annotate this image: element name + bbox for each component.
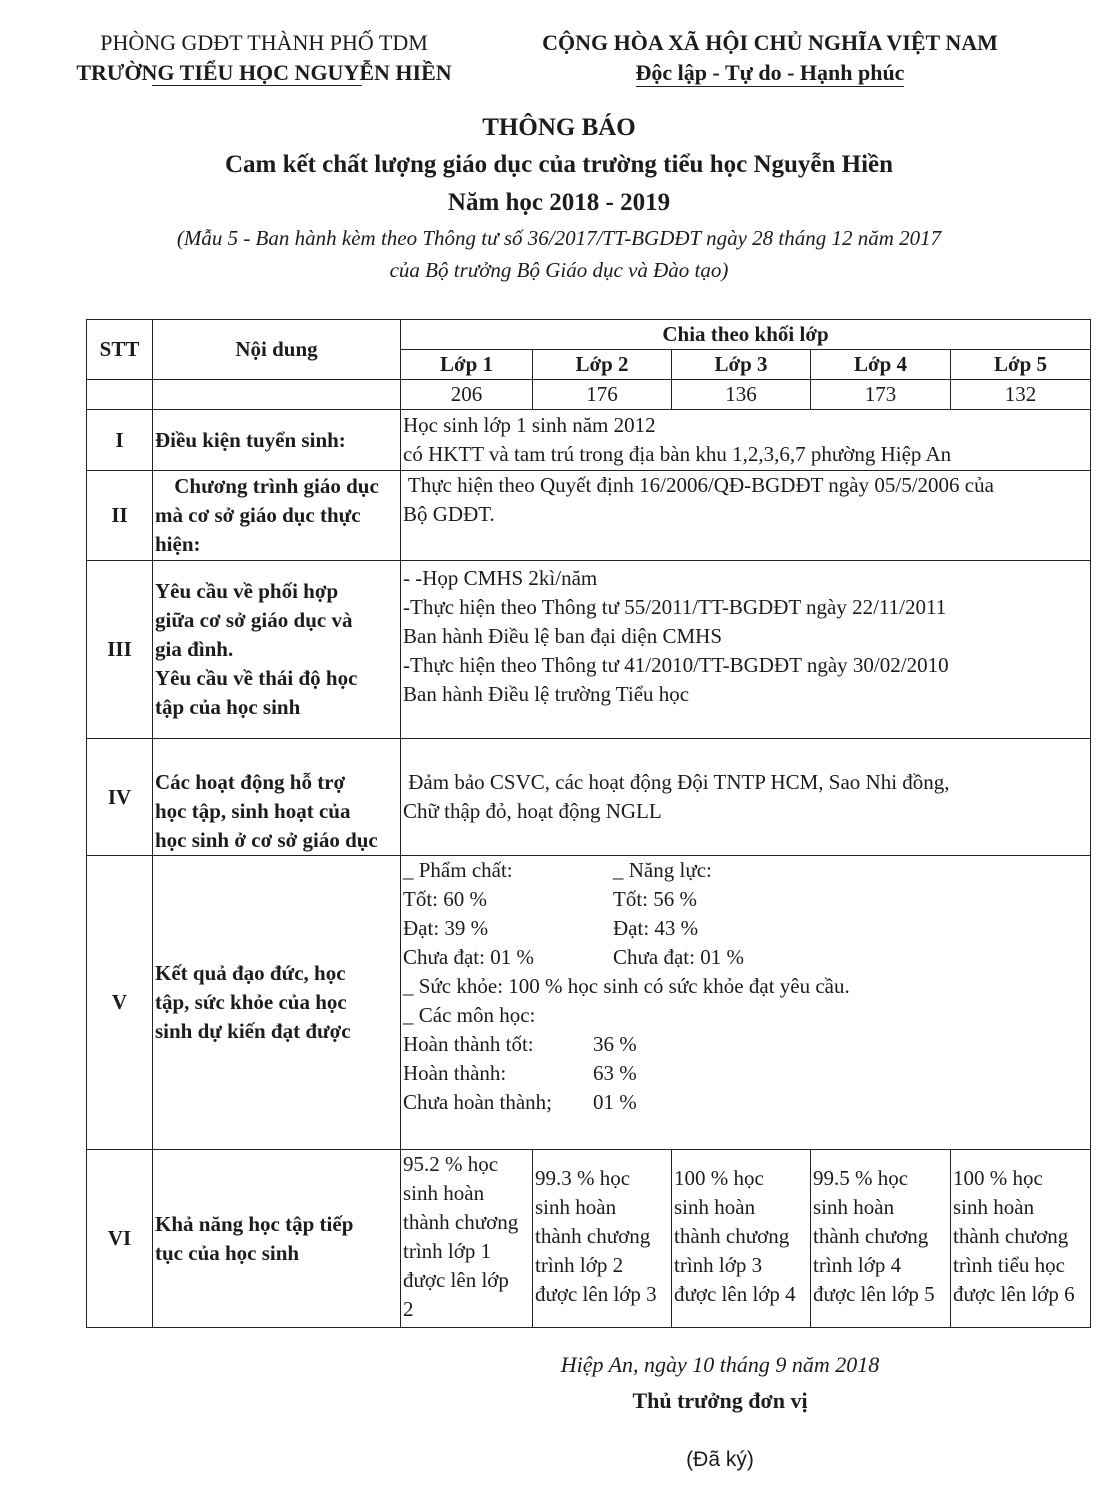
row-stt: VI [87, 1150, 153, 1328]
cell-line: thành chương [674, 1224, 790, 1248]
subject-result-label: Hoàn thành: [403, 1061, 507, 1085]
department-name: PHÒNG GDĐT THÀNH PHỐ TDM [100, 30, 428, 55]
content-line: Đảm bảo CSVC, các hoạt động Đội TNTP HCM, Sao Nhi đồng, [403, 770, 950, 794]
legal-note-1: (Mẫu 5 - Ban hành kèm theo Thông tư số 36/2017/TT-BGDĐT ngày 28 tháng 12 năm 2017 [176, 226, 942, 250]
content-line: -Thực hiện theo Thông tư 41/2010/TT-BGDĐT ngày 30/02/2010 [403, 653, 949, 677]
legal-note-2: của Bộ trưởng Bộ Giáo dục và Đào tạo) [389, 258, 729, 282]
row-label [153, 471, 401, 561]
label-line: Yêu cầu về phối hợp [155, 579, 339, 603]
subject-result-line [403, 1088, 1088, 1117]
progression-cell [672, 1150, 811, 1328]
quality-label: _ Phẩm chất: [403, 858, 513, 882]
table-row [87, 1150, 1091, 1328]
row-content [401, 739, 1091, 856]
health-line: _ Sức khỏe: 100 % học sinh có sức khỏe đạt yêu cầu. [403, 974, 850, 998]
content-line: Ban hành Điều lệ ban đại diện CMHS [403, 624, 723, 648]
row-stt: I [87, 410, 153, 471]
grade-header: Lớp 2 [533, 350, 672, 380]
progression-cell [533, 1150, 672, 1328]
content-line: -Thực hiện theo Thông tư 55/2011/TT-BGDĐT ngày 22/11/2011 [403, 595, 947, 619]
label-line: Chương trình giáo dục [174, 474, 379, 498]
ability-value: Tốt: 56 % [613, 887, 697, 911]
row-stt: V [87, 856, 153, 1150]
result-line [403, 943, 1088, 972]
label-line: tập của học sinh [155, 695, 301, 719]
grade-header: Lớp 3 [672, 350, 811, 380]
cell-line: trình tiểu học [953, 1253, 1065, 1277]
place-date: Hiệp An, ngày 10 tháng 9 năm 2018 [560, 1352, 880, 1377]
cell-line: được lên lớp 3 [535, 1282, 657, 1306]
cell-line: thành chương [953, 1224, 1069, 1248]
header-content: Nội dung [153, 320, 401, 380]
republic-name: CỘNG HÒA XÃ HỘI CHỦ NGHĨA VIỆT NAM [542, 30, 998, 55]
label-line: Khả năng học tập tiếp [155, 1211, 354, 1236]
cell-line: sinh hoàn [953, 1195, 1035, 1219]
label-line: hiện: [155, 532, 201, 556]
header-right [490, 28, 1050, 88]
table-row [87, 410, 1091, 471]
cell-line: được lên lớp 5 [813, 1282, 935, 1306]
row-label: Điều kiện tuyển sinh: [153, 410, 401, 471]
table-row [87, 561, 1091, 739]
subject-result-label: Hoàn thành tốt: [403, 1032, 534, 1056]
content-line: có HKTT và tam trú trong địa bàn khu 1,2,3,6,7 phường Hiệp An [403, 442, 952, 466]
row-content [401, 471, 1091, 561]
cell-line: trình lớp 2 [535, 1253, 624, 1277]
cell-line: 99.3 % học [535, 1166, 631, 1190]
result-line [403, 914, 1088, 943]
row-content [401, 410, 1091, 471]
ability-label: _ Năng lực: [613, 858, 712, 882]
grade-count: 136 [672, 380, 811, 410]
cell-line: trình lớp 1 [403, 1239, 492, 1263]
grade-count: 132 [951, 380, 1091, 410]
title-block [0, 110, 1118, 286]
subject-result-value: 01 % [593, 1090, 637, 1114]
content-line: - -Họp CMHS 2kì/năm [403, 566, 598, 590]
row-label [153, 561, 401, 739]
subject-result-label: Chưa hoàn thành; [403, 1090, 553, 1114]
table-row [87, 739, 1091, 856]
content-line: Học sinh lớp 1 sinh năm 2012 [403, 413, 656, 437]
subject-result-line [403, 1059, 1088, 1088]
row-label [153, 739, 401, 856]
label-line: mà cơ sở giáo dục thực [155, 503, 361, 527]
national-motto: Độc lập - Tự do - Hạnh phúc [635, 60, 905, 85]
grade-header: Lớp 1 [401, 350, 533, 380]
result-header-line [403, 856, 1088, 885]
result-line [403, 885, 1088, 914]
cell-line: sinh hoàn [674, 1195, 756, 1219]
grade-count: 173 [811, 380, 951, 410]
cell-line: 2 [403, 1297, 414, 1321]
label-line: tục của học sinh [155, 1240, 300, 1265]
doc-subtitle: Cam kết chất lượng giáo dục của trường tiểu học Nguyễn Hiền [224, 151, 894, 178]
subject-result-value: 63 % [593, 1061, 637, 1085]
progression-cell [951, 1150, 1091, 1328]
table-row [87, 856, 1091, 1150]
row-label [153, 856, 401, 1150]
header-grade-group: Chia theo khối lớp [401, 320, 1091, 350]
row-label [153, 1150, 401, 1328]
cell-line: thành chương [403, 1210, 519, 1234]
school-year: Năm học 2018 - 2019 [447, 189, 671, 216]
cell-line: 100 % học [674, 1166, 764, 1190]
label-line: Yêu cầu về thái độ học [155, 666, 358, 690]
label-line: Các hoạt động hỗ trợ [155, 770, 346, 794]
quality-value: Tốt: 60 % [403, 887, 487, 911]
signer-title: Thủ trưởng đơn vị [632, 1388, 808, 1413]
label-line: tập, sức khỏe của học [155, 990, 347, 1014]
cell-line: được lên lớp 6 [953, 1282, 1075, 1306]
cell-line: sinh hoàn [813, 1195, 895, 1219]
row-stt: III [87, 561, 153, 739]
ability-value: Chưa đạt: 01 % [613, 945, 744, 969]
subjects-label: _ Các môn học: [403, 1003, 536, 1027]
cell-line: được lên lớp [403, 1268, 509, 1292]
ability-value: Đạt: 43 % [613, 916, 699, 940]
subject-result-line [403, 1030, 1088, 1059]
quality-value: Chưa đạt: 01 % [403, 945, 534, 969]
cell-line: thành chương [535, 1224, 651, 1248]
signed-note: (Đã ký) [686, 1448, 754, 1471]
cell-line: trình lớp 4 [813, 1253, 902, 1277]
label-line: học sinh ở cơ sở giáo dục [155, 828, 378, 852]
label-line: giữa cơ sở giáo dục và [155, 608, 353, 632]
grade-header: Lớp 5 [951, 350, 1091, 380]
label-line: Kết quả đạo đức, học [155, 961, 346, 985]
cell-line: trình lớp 3 [674, 1253, 763, 1277]
table-row [87, 471, 1091, 561]
label-line: học tập, sinh hoạt của [155, 799, 351, 823]
cell-line: thành chương [813, 1224, 929, 1248]
grade-count: 176 [533, 380, 672, 410]
header-stt: STT [87, 320, 153, 380]
row-content [401, 856, 1091, 1150]
content-line: Thực hiện theo Quyết định 16/2006/QĐ-BGDĐT ngày 05/5/2006 của [403, 473, 994, 497]
quality-value: Đạt: 39 % [403, 916, 489, 940]
cell-line: 99.5 % học [813, 1166, 909, 1190]
content-line: Ban hành Điều lệ trường Tiểu học [403, 682, 690, 706]
content-line: Bộ GDĐT. [403, 502, 495, 526]
progression-cell [401, 1150, 533, 1328]
cell-line: sinh hoàn [535, 1195, 617, 1219]
cell-line: 100 % học [953, 1166, 1043, 1190]
cell-line: được lên lớp 4 [674, 1282, 796, 1306]
progression-cell [811, 1150, 951, 1328]
school-name: TRƯỜNG TIỂU HỌC NGUYỄN HIỀN [76, 60, 452, 85]
subject-result-value: 36 % [593, 1032, 637, 1056]
content-line: Chữ thập đỏ, hoạt động NGLL [403, 799, 662, 823]
header-left [44, 28, 484, 88]
doc-heading: THÔNG BÁO [482, 114, 636, 141]
row-stt: IV [87, 739, 153, 856]
school-underline [152, 85, 362, 86]
cell-line: 95.2 % học [403, 1152, 499, 1176]
grade-header: Lớp 4 [811, 350, 951, 380]
row-stt: II [87, 471, 153, 561]
label-line: gia đình. [155, 637, 234, 661]
cell-line: sinh hoàn [403, 1181, 485, 1205]
label-line: sinh dự kiến đạt được [155, 1019, 351, 1043]
commitment-table [86, 319, 1091, 1328]
row-content [401, 561, 1091, 739]
grade-count: 206 [401, 380, 533, 410]
